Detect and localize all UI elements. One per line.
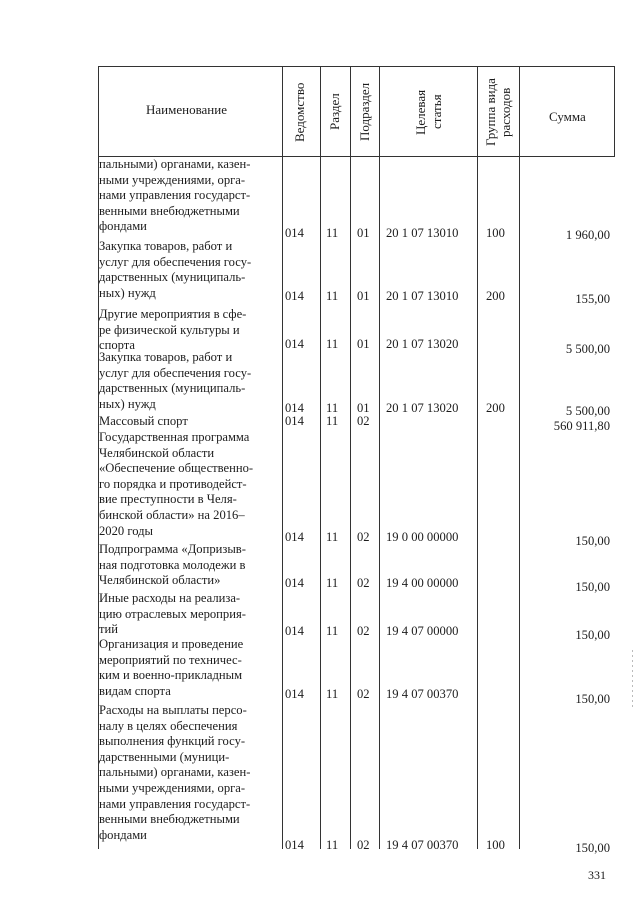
row-vedomstvo: 014 (285, 226, 304, 240)
scan-edge-marks (632, 650, 633, 710)
header-razdel: Раздел (327, 93, 342, 131)
row-vedomstvo: 014 (285, 337, 304, 351)
header-top-border (98, 66, 615, 67)
row-vedomstvo: 014 (285, 401, 304, 415)
row-summa: 560 911,80 (553, 419, 610, 433)
body-divider (477, 156, 478, 849)
row-celevaya: 19 4 00 00000 (386, 576, 459, 590)
header-divider (519, 66, 520, 157)
row-podrazdel: 02 (357, 838, 370, 852)
header-celevaya-line2: статья (429, 94, 444, 130)
row-summa: 150,00 (575, 841, 610, 855)
row-razdel: 11 (326, 226, 339, 240)
header-divider (379, 66, 380, 157)
row-celevaya: 20 1 07 13020 (386, 337, 459, 351)
header-gruppa-line2: расходов (498, 87, 513, 137)
row-celevaya: 19 4 07 00370 (386, 687, 459, 701)
row-name: Другие мероприятия в сфе- ре физической культуры и спорта (99, 307, 247, 353)
row-celevaya: 20 1 07 13020 (386, 401, 459, 415)
body-divider (379, 156, 380, 849)
row-gruppa: 100 (486, 838, 505, 852)
row-vedomstvo: 014 (285, 289, 304, 303)
header-left-border (98, 66, 99, 157)
row-razdel: 11 (326, 687, 339, 701)
row-name: Подпрограмма «Допризыв- ная подготовка молодежи в Челябинской области» (99, 542, 246, 588)
header-podrazdel: Подраздел (357, 82, 372, 142)
row-name: пальными) органами, казен- ными учреждениями, орга- нами управления государст- венными внебюджетными фондами (99, 157, 251, 234)
row-summa: 150,00 (575, 628, 610, 642)
row-razdel: 11 (326, 289, 339, 303)
row-razdel: 11 (326, 624, 339, 638)
row-vedomstvo: 014 (285, 687, 304, 701)
row-podrazdel: 02 (357, 414, 370, 428)
row-podrazdel: 02 (357, 530, 370, 544)
row-celevaya: 19 0 00 00000 (386, 530, 459, 544)
row-gruppa: 200 (486, 289, 505, 303)
header-divider (477, 66, 478, 157)
row-name: Государственная программа Челябинской области «Обеспечение общественно- го порядка и противодейст- вие преступности в Челя- бинской области» на 2016– 2020 годы (99, 430, 254, 538)
row-summa: 5 500,00 (565, 342, 610, 356)
row-name: Организация и проведение мероприятий по техничес- ким и военно-прикладным видам спорта (99, 637, 244, 698)
row-name: Иные расходы на реализа- цию отраслевых мероприя- тий (99, 591, 246, 637)
row-vedomstvo: 014 (285, 576, 304, 590)
header-divider (282, 66, 283, 157)
row-summa: 155,00 (575, 292, 610, 306)
row-name: Закупка товаров, работ и услуг для обеспечения госу- дарственных (муниципаль- ных) нужд (99, 239, 252, 300)
header-divider (350, 66, 351, 157)
row-vedomstvo: 014 (285, 838, 304, 852)
body-divider (282, 156, 283, 849)
row-vedomstvo: 014 (285, 414, 304, 428)
row-gruppa: 200 (486, 401, 505, 415)
row-razdel: 11 (326, 337, 339, 351)
row-razdel: 11 (326, 576, 339, 590)
header-vedomstvo: Ведомство (292, 82, 307, 142)
row-podrazdel: 01 (357, 226, 370, 240)
row-summa: 150,00 (575, 534, 610, 548)
page-number: 331 (588, 868, 606, 882)
row-podrazdel: 01 (357, 401, 370, 415)
row-razdel: 11 (326, 838, 339, 852)
row-podrazdel: 01 (357, 289, 370, 303)
row-razdel: 11 (326, 530, 339, 544)
row-razdel: 11 (326, 401, 339, 415)
row-vedomstvo: 014 (285, 530, 304, 544)
row-celevaya: 19 4 07 00000 (386, 624, 459, 638)
row-gruppa: 100 (486, 226, 505, 240)
row-summa: 150,00 (575, 692, 610, 706)
row-podrazdel: 01 (357, 337, 370, 351)
row-celevaya: 20 1 07 13010 (386, 289, 459, 303)
row-podrazdel: 02 (357, 624, 370, 638)
row-summa: 150,00 (575, 580, 610, 594)
header-right-border (614, 66, 615, 157)
body-divider (320, 156, 321, 849)
body-divider (350, 156, 351, 849)
row-summa: 5 500,00 (565, 404, 610, 418)
row-name: Расходы на выплаты персо- налу в целях обеспечения выполнения функций госу- дарственными (муници- пальными) органами, казен- ными учреждениями, орга- нами управления государст- венными внебюджетными фондами (99, 703, 251, 842)
row-celevaya: 19 4 07 00370 (386, 838, 459, 852)
header-divider (320, 66, 321, 157)
header-celevaya-line1: Целевая (413, 89, 428, 135)
row-razdel: 11 (326, 414, 339, 428)
row-podrazdel: 02 (357, 576, 370, 590)
header-gruppa-line1: Группа вида (483, 78, 498, 146)
row-name: Закупка товаров, работ и услуг для обеспечения госу- дарственных (муниципаль- ных) нужд (99, 350, 252, 411)
body-divider (519, 156, 520, 849)
row-vedomstvo: 014 (285, 624, 304, 638)
row-podrazdel: 02 (357, 687, 370, 701)
row-summa: 1 960,00 (565, 228, 610, 242)
row-celevaya: 20 1 07 13010 (386, 226, 459, 240)
row-name: Массовый спорт (99, 414, 188, 428)
header-summa: Сумма (549, 109, 586, 124)
header-name: Наименование (146, 102, 227, 117)
